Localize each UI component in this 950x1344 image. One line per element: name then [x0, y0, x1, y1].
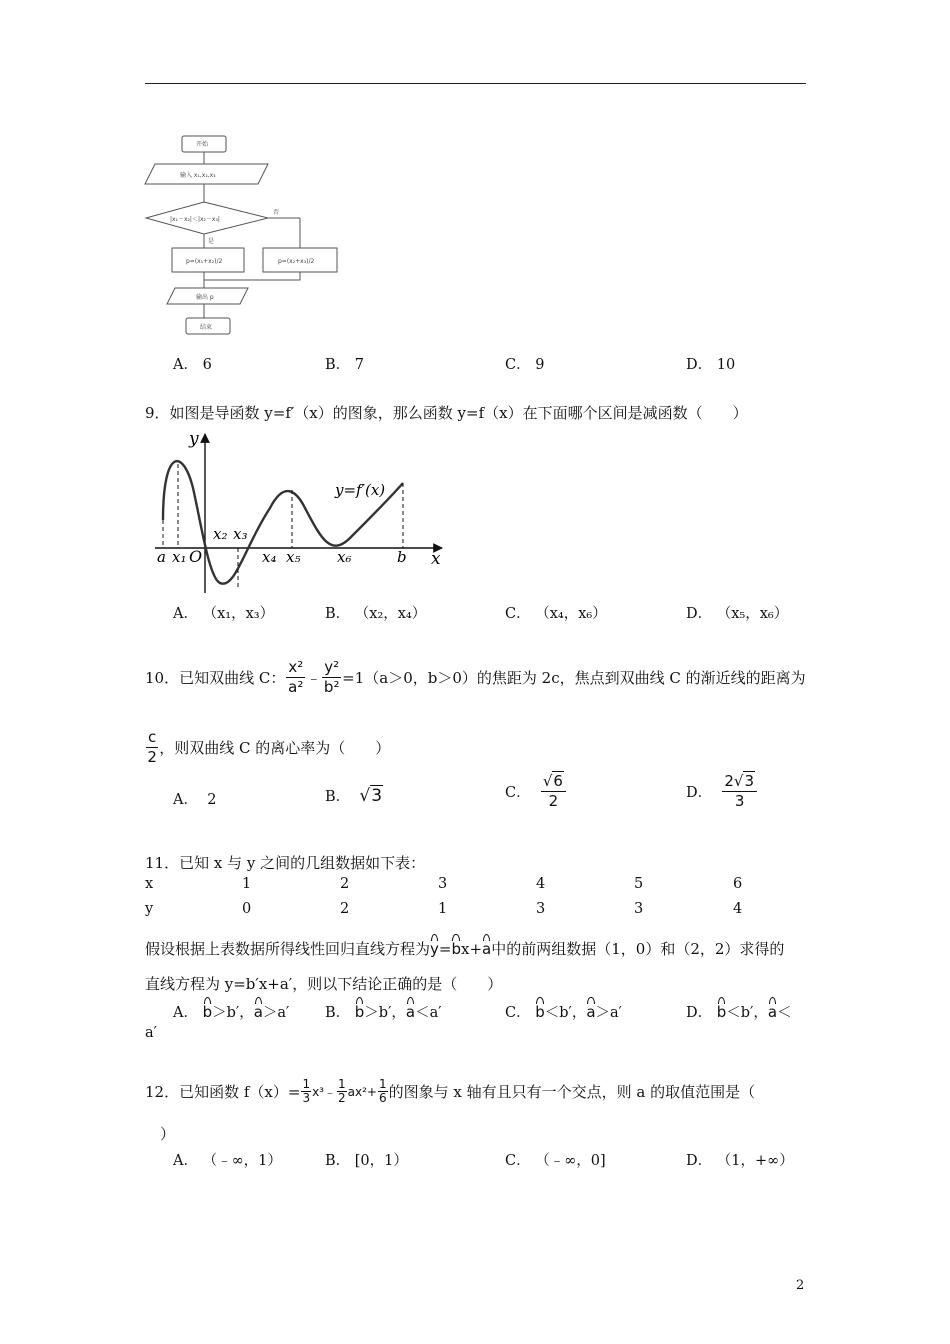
q9-option-d[interactable]: D． （x₅，x₆）: [686, 606, 789, 622]
fraction-x2-over-a2: $\frac{\text{x²}}{\text{a²}}$: [288, 658, 304, 696]
q11-option-b[interactable]: B． b＞b′，a＜a′: [325, 999, 442, 1022]
q9-option-b[interactable]: B． （x₂，x₄）: [325, 606, 427, 622]
fraction-c-over-2: $\frac{c}{2}$: [147, 728, 157, 766]
q10-option-a[interactable]: A． 2: [173, 792, 217, 808]
point-x3-label: x₃: [233, 525, 248, 543]
flowchart-output-text: 输出 p: [196, 294, 214, 301]
curve-label: y=f′(x): [335, 481, 386, 499]
q12-stem-wrap: ）: [160, 1125, 176, 1143]
q9-derivative-graph: [145, 428, 450, 598]
q11-line2: 直线方程为 y=b′x+a′，则以下结论正确的是（ ）: [145, 975, 503, 993]
q11-stem: 11．已知 x 与 y 之间的几组数据如下表：: [145, 854, 426, 872]
q8-option-c[interactable]: C． 9: [505, 357, 545, 373]
q9-stem: 9．如图是导函数 y=f′（x）的图象，那么函数 y=f（x）在下面哪个区间是减函数（ ）: [145, 404, 748, 422]
point-x2-label: x₂: [213, 525, 228, 543]
q8-flowchart: [140, 132, 345, 342]
q9-option-c[interactable]: C． （x₄，x₆）: [505, 606, 607, 622]
q12-option-c[interactable]: C． （﹣∞，0]: [505, 1153, 606, 1169]
point-b-label: b: [397, 548, 407, 566]
flowchart-end-text: 结束: [200, 324, 213, 331]
point-x5-label: x₅: [286, 548, 301, 566]
y-axis-label: y: [189, 429, 199, 449]
q8-option-a[interactable]: A． 6: [173, 357, 212, 373]
fraction-y2-over-b2: $\frac{\text{y²}}{\text{b²}}$: [323, 658, 340, 696]
q10-stem-line2: $\frac{c}{2}$ ，则双曲线 C 的离心率为（ ）: [147, 728, 391, 766]
page-number: 2: [796, 1278, 805, 1293]
flowchart-no-label: 否: [273, 209, 280, 216]
flowchart-yes-label: 是: [208, 238, 215, 245]
q12-option-b[interactable]: B． [0，1）: [325, 1153, 408, 1169]
flowchart-left-text: p=(x₁+x₂)/2: [186, 258, 223, 265]
point-a-label: a: [157, 548, 166, 566]
point-x4-label: x₄: [262, 548, 277, 566]
x-axis-label: x: [431, 549, 441, 569]
flowchart-right-text: p=(x₂+x₃)/2: [278, 258, 315, 265]
header-rule: [145, 83, 806, 84]
q10-option-d[interactable]: D． $\frac{2√3}{3}$: [686, 774, 758, 809]
q11-option-a[interactable]: A． b＞b′，a＞a′: [173, 999, 289, 1022]
flowchart-input-text: 输入 x₁,x₂,x₃: [180, 172, 216, 179]
flowchart-condition-text: |x₁－x₂|＜|x₂－x₃|: [170, 216, 220, 223]
origin-label: O: [189, 547, 203, 566]
q11-option-c[interactable]: C． b＜b′，a＞a′: [505, 999, 622, 1022]
point-x1-label: x₁: [172, 548, 187, 566]
q8-option-b[interactable]: B． 7: [325, 357, 364, 373]
q8-option-d[interactable]: D． 10: [686, 357, 736, 373]
q9-option-a[interactable]: A． （x₁，x₃）: [173, 606, 275, 622]
point-x6-label: x₆: [337, 548, 352, 566]
q12-option-a[interactable]: A． （﹣∞，1）: [173, 1153, 282, 1169]
q10-option-c[interactable]: C． $\frac{√6}{2}$: [505, 774, 567, 809]
q12-option-d[interactable]: D． （1，+∞）: [686, 1153, 794, 1169]
flowchart-start-text: 开始: [196, 141, 209, 148]
q11-table-row-y: y 0 2 1 3 3 4: [145, 901, 743, 917]
q11-option-d[interactable]: D． b＜b′，a＜: [686, 999, 792, 1022]
q10-option-b[interactable]: B． √3: [325, 785, 383, 806]
q11-table-row-x: x 1 2 3 4 5 6: [145, 876, 743, 892]
q10-stem: 10．已知双曲线 C： $\frac{\text{x²}}{\text{a²}}$ ﹣ $\frac{\text{y²}}{\text{b²}}$ =1（a＞0，b＞0）的焦距为 2c，焦点到双曲线 C 的渐近线的距离为: [145, 658, 806, 696]
q12-stem: 12．已知函数 f（x）= $\frac{1}{3}$ x³﹣ $\frac{1}{2}$ ax²+ $\frac{1}{6}$ 的图象与 x 轴有且只有一个交点，则 a 的取值范围是（: [145, 1077, 756, 1105]
q11-line1: 假设根据上表数据所得线性回归直线方程为y=bx+a中的前两组数据（1，0）和（2，2）求得的: [145, 936, 784, 959]
q11-option-d-wrap: a′: [145, 1025, 157, 1041]
